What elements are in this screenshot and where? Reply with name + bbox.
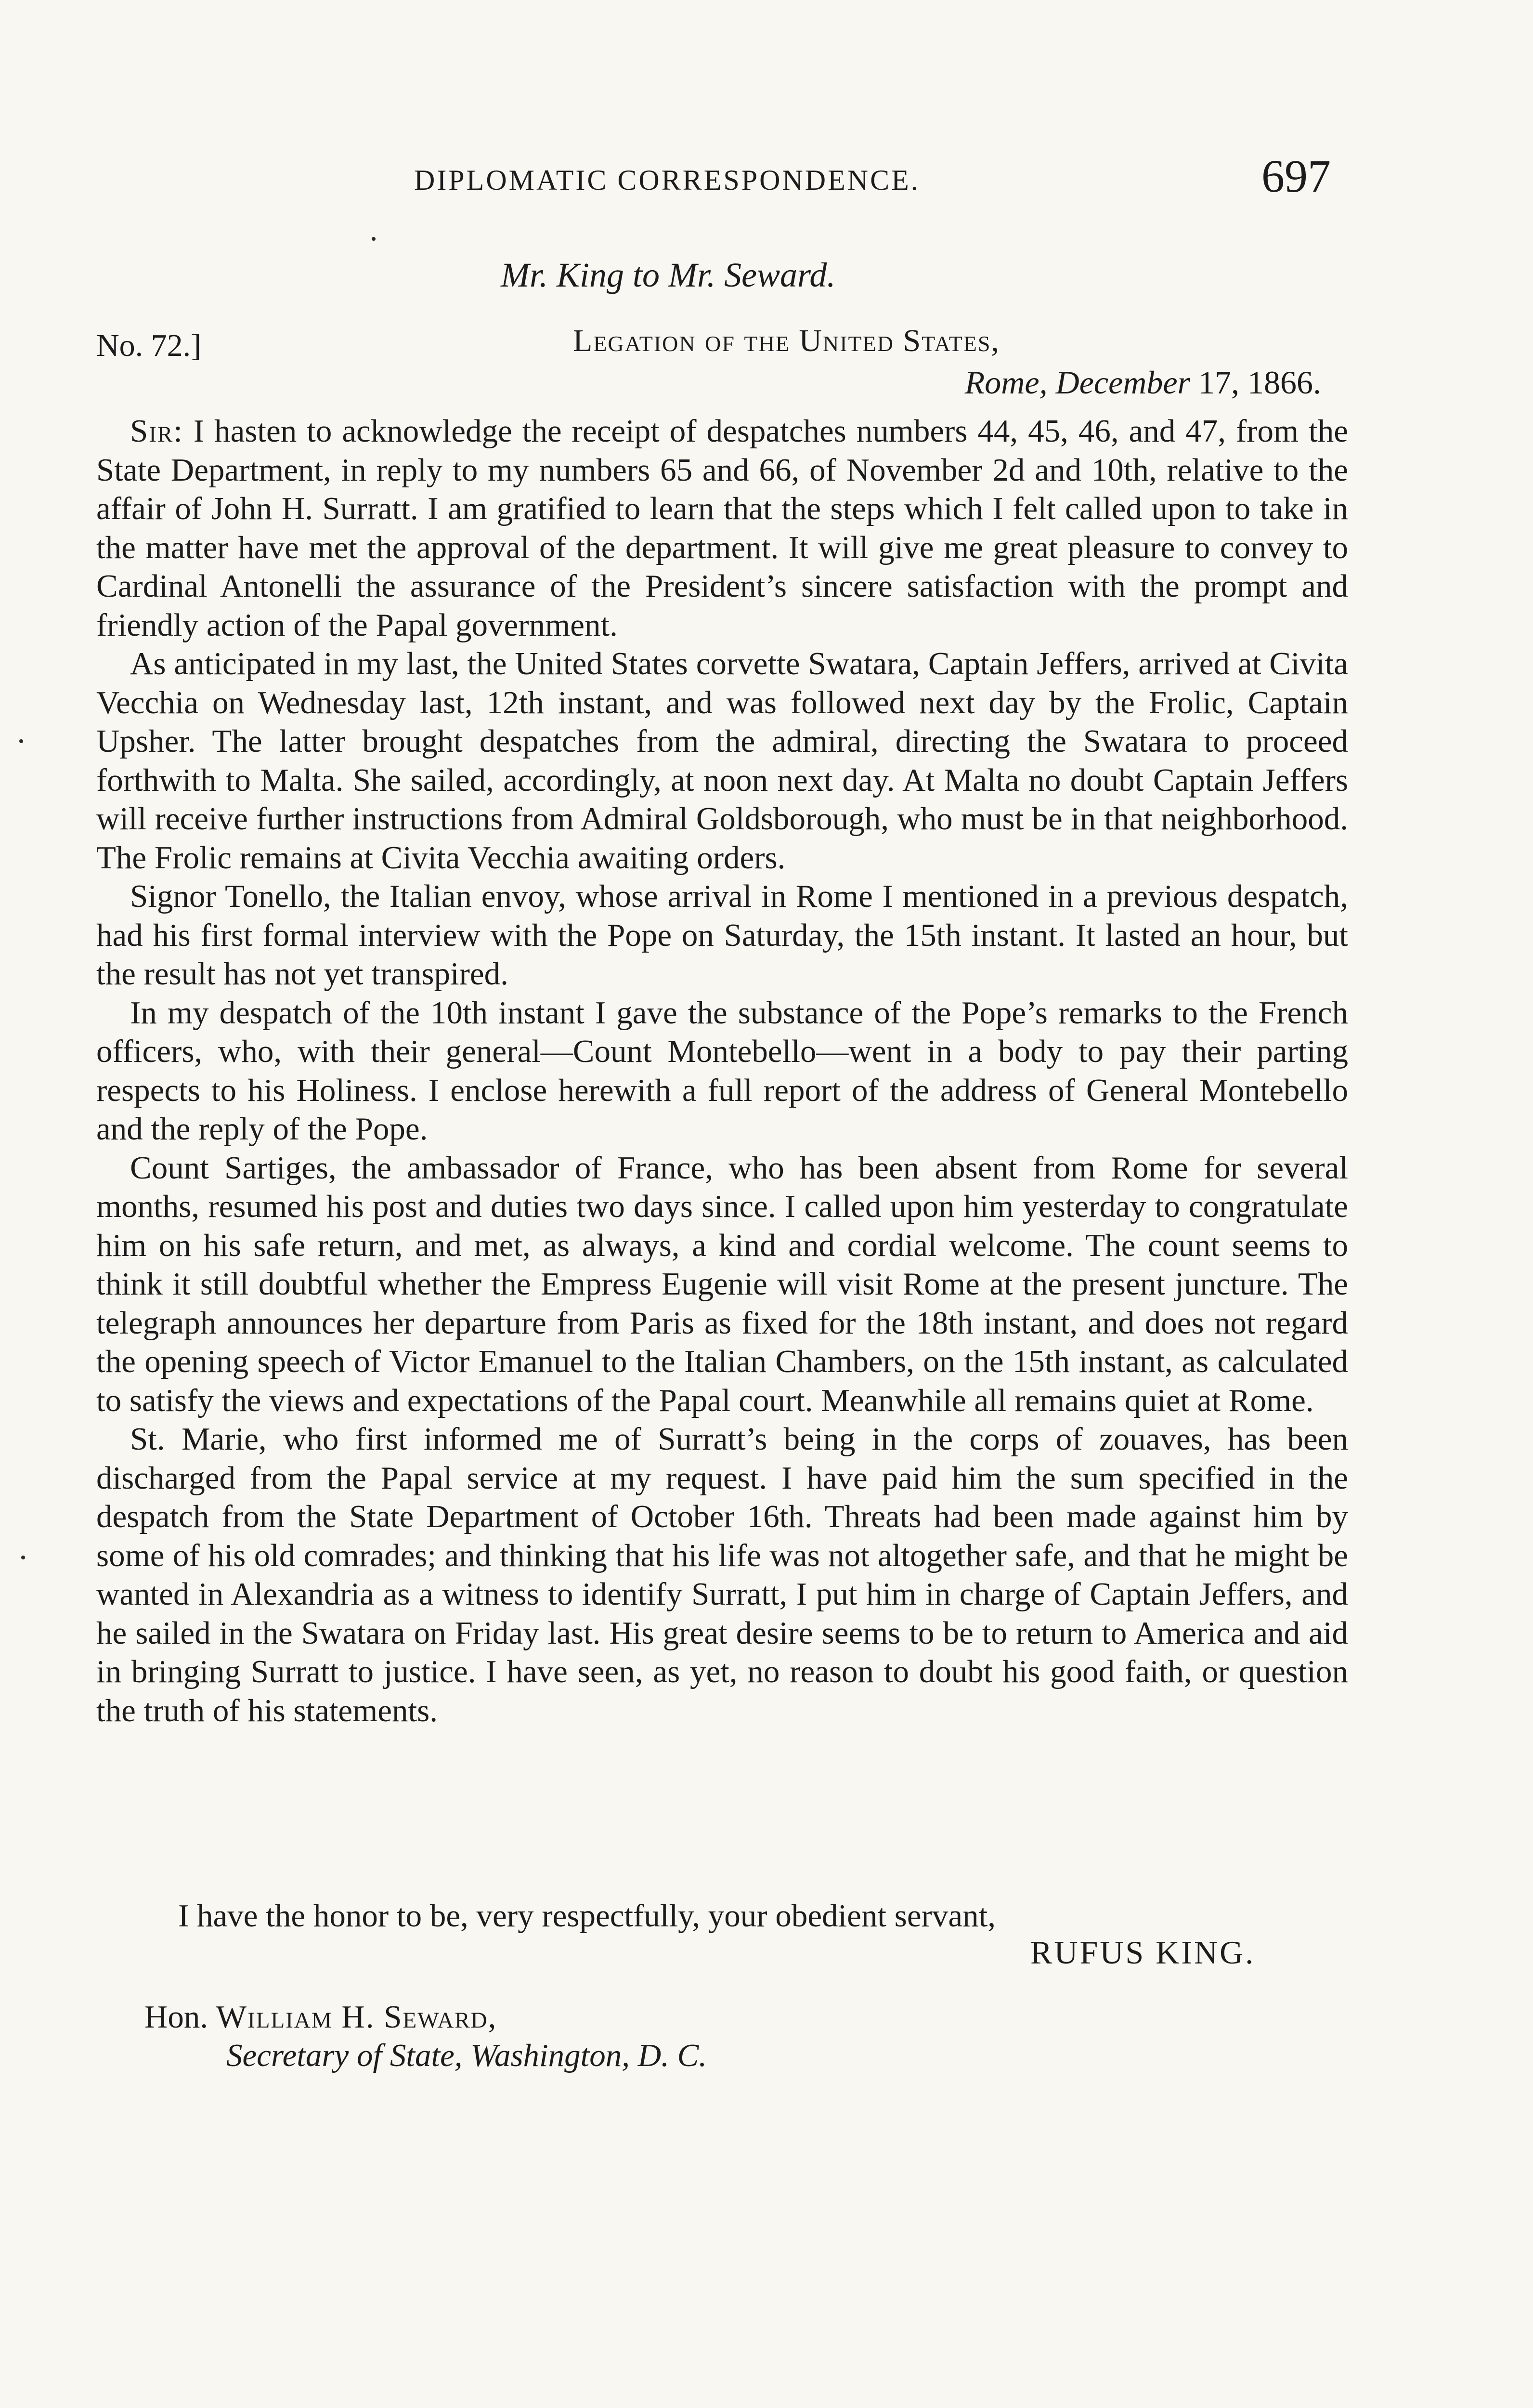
paragraph: St. Marie, who first informed me of Surratt’s being in the corps of zouaves, has been discharged from the Papal service at my request. I have paid him the sum specified in the despatch from the State Department of October 16th. Threats had been made against him by some of his old comrades; and thinking that his life was not altogether safe, and that he might be wanted in Alexandria as a witness to identify Surratt, I put him in charge of Captain Jeffers, and he sailed in the Swatara on Friday last. His great desire seems to be to return to America and aid in bringing Surratt to justice. I have seen, as yet, no reason to doubt his good faith, or question the truth of his statements. — [96, 1421, 1348, 1728]
letter-heading: Mr. King to Mr. Seward. — [501, 256, 836, 294]
addressee-title: Secretary of State, Washington, D. C. — [226, 2038, 707, 2073]
closing-line: I have the honor to be, very respectfully, your obedient servant, — [178, 1898, 996, 1934]
page-number: 697 — [1261, 150, 1331, 202]
place: Rome, December — [964, 364, 1190, 401]
paragraph — [96, 412, 1348, 644]
paragraph: Count Sartiges, the ambassador of France, who has been absent from Rome for several months, resumed his post and duties two days since. I called upon him yesterday to congratulate him on his safe return, and met, as always, a kind and cordial welcome. The count seems to think it still doubtful whether the Empress Eugenie will visit Rome at the present juncture. The telegraph announces her departure from Paris as fixed for the 18th instant, and does not regard the opening speech of Victor Emanuel to the Italian Chambers, on the 15th instant, as calculated to satisfy the views and expectations of the Papal court. Meanwhile all remains quiet at Rome. — [96, 1150, 1348, 1418]
place-date — [965, 364, 1321, 402]
print-speck — [21, 1556, 25, 1559]
paragraph: In my despatch of the 10th instant I gave the substance of the Pope’s remarks to the French officers, who, with their general—Count Montebello—went in a body to pay their parting respects to his Holiness. I enclose herewith a full report of the address of General Montebello and the reply of the Pope. — [96, 995, 1348, 1147]
addressee — [144, 1999, 497, 2036]
date: 17, 1866. — [1190, 364, 1321, 401]
print-speck — [372, 237, 376, 241]
despatch-number: No. 72.] — [96, 328, 202, 363]
signature: RUFUS KING. — [1030, 1934, 1256, 1971]
paragraph-text: I hasten to acknowledge the receipt of despatches numbers 44, 45, 46, and 47, from the State Department, in reply to my numbers 65 and 66, of November 2d and 10th, relative to the affair of John H. Surratt. I am gratified to learn that the steps which I felt called upon to take in the matter have met the approval of the department. It will give me great pleasure to convey to Cardinal Antonelli the assurance of the President’s sincere satisfaction with the prompt and friendly action of the Papal government. — [96, 413, 1348, 643]
print-speck — [19, 739, 23, 743]
legation-line: Legation of the United States, — [573, 323, 1000, 358]
addressee-prefix: Hon. — [144, 1999, 208, 2035]
running-head — [0, 149, 1533, 207]
running-title: DIPLOMATIC CORRESPONDENCE. — [414, 164, 920, 196]
salutation: Sir: — [130, 413, 183, 449]
letter-body — [96, 412, 1348, 1730]
addressee-name: William H. Seward, — [216, 1999, 497, 2035]
paragraph: Signor Tonello, the Italian envoy, whose arrival in Rome I mentioned in a previous despatch, had his first formal interview with the Pope on Saturday, the 15th instant. It lasted an hour, but the result has not yet transpired. — [96, 878, 1348, 992]
paragraph: As anticipated in my last, the United States corvette Swatara, Captain Jeffers, arrived at Civita Vecchia on Wednesday last, 12th instant, and was followed next day by the Frolic, Captain Upsher. The latter brought despatches from the admiral, directing the Swatara to proceed forthwith to Malta. She sailed, accordingly, at noon next day. At Malta no doubt Captain Jeffers will receive further instructions from Admiral Goldsborough, who must be in that neighborhood. The Frolic remains at Civita Vecchia awaiting orders. — [96, 646, 1348, 876]
